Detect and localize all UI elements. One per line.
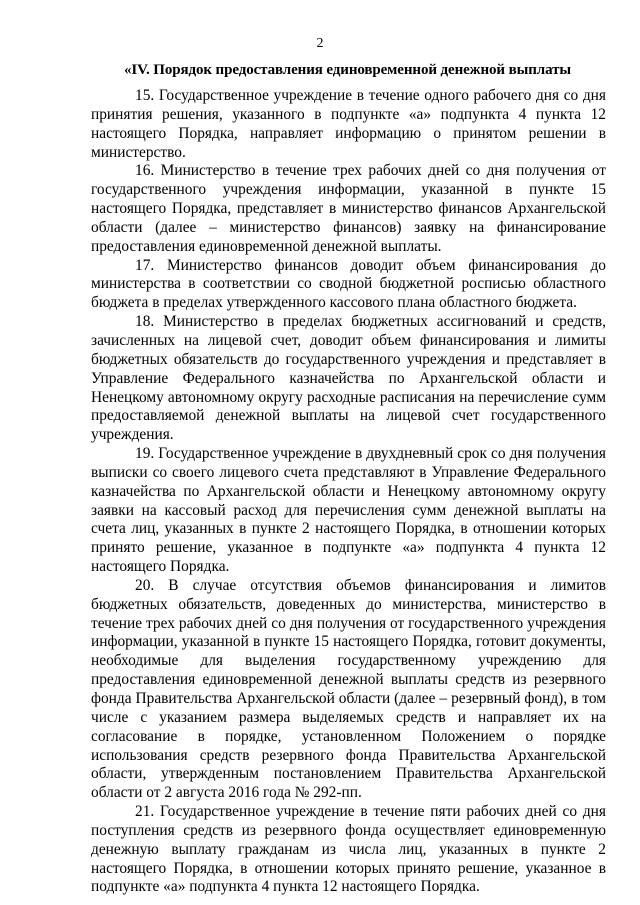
paragraph-19: 19. Государственное учреждение в двухдневный срок со дня получения выписки со своего лицевого счета представляют в Управление Федерального казначейства по Архангельской области и Ненецкому автономному округу заявки на кассовый расход для перечисления сумм денежной выплаты на счета лиц, указанных в пункте 2 настоящего Порядка, в отношении которых принято решение, указанное в подпункте «а» подпункта 4 пункта 12 настоящего Порядка. (91, 445, 606, 576)
paragraph-16: 16. Министерство в течение трех рабочих дней со дня получения от государственного учреждения информации, указанной в пункте 15 настоящего Порядка, представляет в министерство финансов Архангельской области (далее – министерство финансов) заявку на финансирование предоставления единовременной денежной выплаты. (91, 162, 606, 255)
document-body (91, 87, 606, 897)
paragraph-15: 15. Государственное учреждение в течение одного рабочего дня со дня принятия решения, указанного в подпункте «а» подпункта 4 пункта 12 настоящего Порядка, направляет информацию о принятом решении в министерство. (91, 87, 606, 161)
paragraph-20: 20. В случае отсутствия объемов финансирования и лимитов бюджетных обязательств, доведенных до министерства, министерство в течение трех рабочих дней со дня получения от государственного учреждения информации, указанной в пункте 15 настоящего Порядка, готовит документы, необходимые для выделения государственному учреждению для предоставления единовременной денежной выплаты средств из резервного фонда Правительства Архангельской области (далее – резервный фонд), в том числе с указанием размера выделяемых средств и направляет их на согласование в порядке, установленном Положением о порядке использования средств резервного фонда Правительства Архангельской области, утвержденным постановлением Правительства Архангельской области от 2 августа 2016 года № 292-пп. (91, 576, 606, 802)
section-heading: «IV. Порядок предоставления единовременной денежной выплаты (124, 62, 571, 78)
page-number: 2 (316, 36, 324, 51)
paragraph-17: 17. Министерство финансов доводит объем финансирования до министерства в соответствии со сводной бюджетной росписью областного бюджета в пределах утвержденного кассового плана областного бюджета. (91, 256, 606, 312)
paragraph-21: 21. Государственное учреждение в течение пяти рабочих дней со дня поступления средств из резервного фонда осуществляет единовременную денежную выплату гражданам из числа лиц, указанных в пункте 2 настоящего Порядка, в отношении которых принято решение, указанное в подпункте «а» подпункта 4 пункта 12 настоящего Порядка. (91, 803, 606, 896)
paragraph-18: 18. Министерство в пределах бюджетных ассигнований и средств, зачисленных на лицевой счет, доводит объем финансирования и лимиты бюджетных обязательств до государственного учреждения и представляет в Управление Федерального казначейства по Архангельской области и Ненецкому автономному округу расходные расписания на перечисление сумм предоставляемой денежной выплаты на лицевой счет государственного учреждения. (91, 313, 606, 444)
